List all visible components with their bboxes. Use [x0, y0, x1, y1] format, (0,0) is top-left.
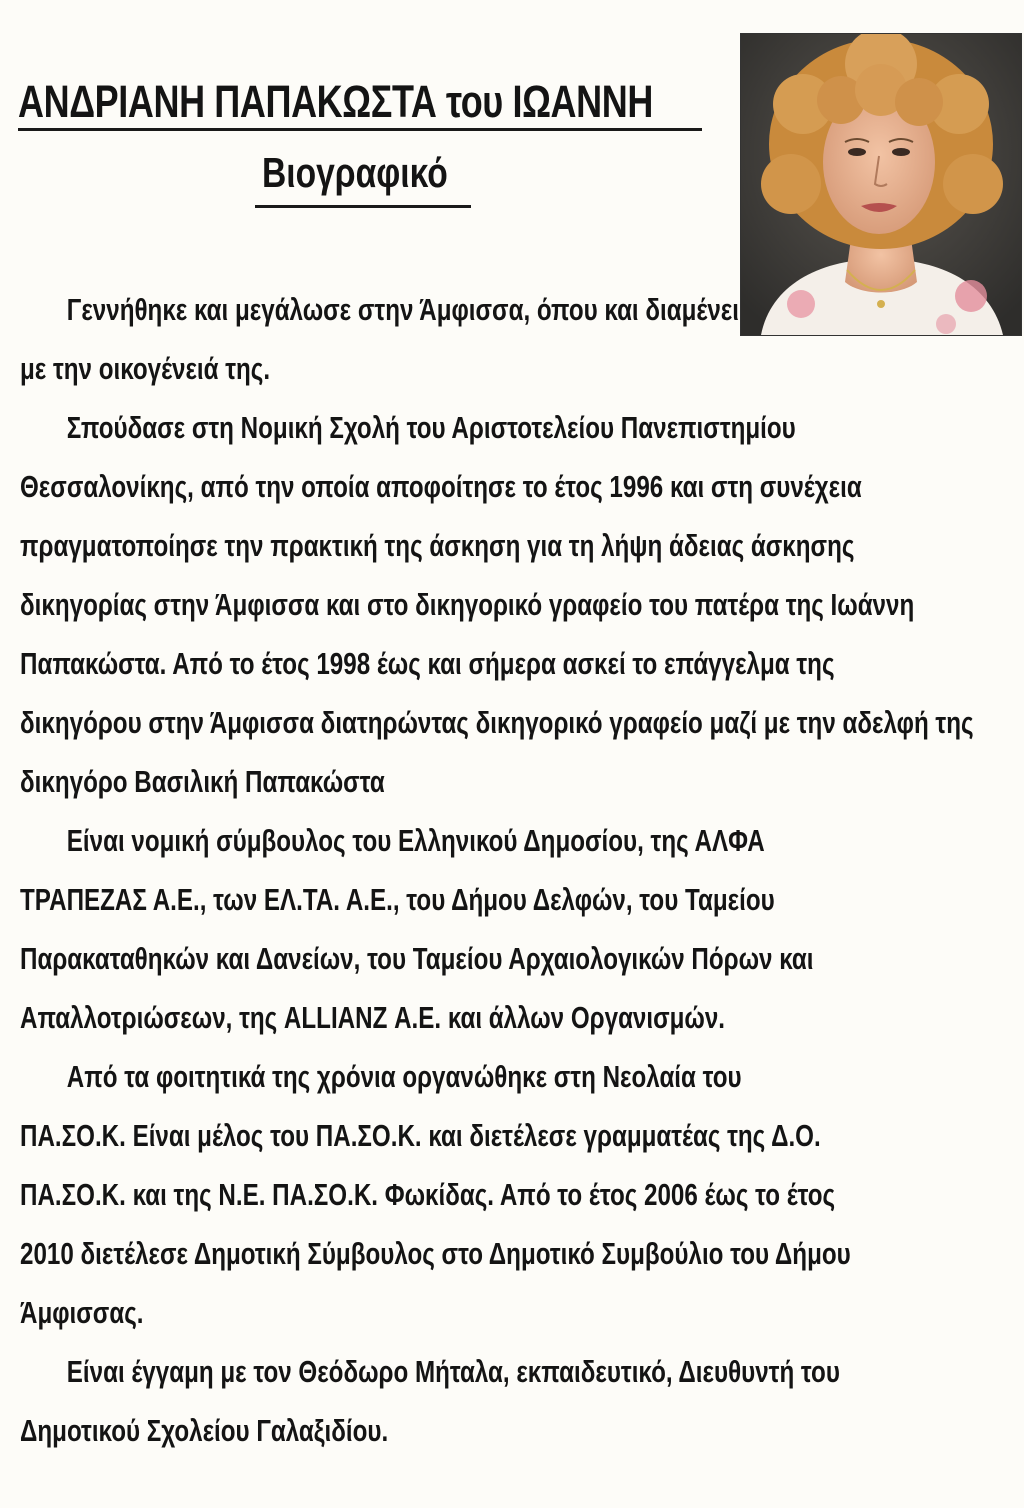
text-line: πραγματοποίησε την πρακτική της άσκηση για τη λήψη άδειας άσκησης — [20, 528, 855, 563]
text-line: δικηγόρου στην Άμφισσα διατηρώντας δικηγορικό γραφείο μαζί με την αδελφή της — [20, 705, 974, 740]
page-title: ΑΝΔΡΙΑΝΗ ΠΑΠΑΚΩΣΤΑ του ΙΩΑΝΝΗ — [18, 76, 653, 127]
page-subtitle: Βιογραφικό — [262, 149, 448, 196]
biography-text — [20, 280, 974, 1460]
text-line: Απαλλοτριώσεων, της ALLIANZ Α.Ε. και άλλων Οργανισμών. — [20, 1000, 726, 1035]
title-underline — [18, 128, 702, 131]
text-line: Δημοτικού Σχολείου Γαλαξιδίου. — [20, 1413, 389, 1448]
text-line: Θεσσαλονίκης, από την οποία αποφοίτησε το έτος 1996 και στη συνέχεια — [20, 469, 862, 504]
text-line: ΠΑ.ΣΟ.Κ. Είναι μέλος του ΠΑ.ΣΟ.Κ. και διετέλεσε γραμματέας της Δ.Ο. — [20, 1118, 821, 1153]
text-line: Γεννήθηκε και μεγάλωσε στην Άμφισσα, όπου και διαμένει — [66, 292, 739, 327]
text-line: Είναι έγγαμη με τον Θεόδωρο Μήταλα, εκπαιδευτικό, Διευθυντή του — [66, 1354, 840, 1389]
text-line: ΠΑ.ΣΟ.Κ. και της Ν.Ε. ΠΑ.ΣΟ.Κ. Φωκίδας. Από το έτος 2006 έως το έτος — [20, 1177, 836, 1212]
text-line: Είναι νομική σύμβουλος του Ελληνικού Δημοσίου, της ΑΛΦΑ — [66, 823, 765, 858]
subtitle-underline — [255, 205, 471, 208]
text-line: Παρακαταθηκών και Δανείων, του Ταμείου Αρχαιολογικών Πόρων και — [20, 941, 814, 976]
text-line: Παπακώστα. Από το έτος 1998 έως και σήμερα ασκεί το επάγγελμα της — [20, 646, 835, 681]
text-line: δικηγορίας στην Άμφισσα και στο δικηγορικό γραφείο του πατέρα της Ιωάννη — [20, 587, 915, 622]
text-line: Από τα φοιτητικά της χρόνια οργανώθηκε στη Νεολαία του — [66, 1059, 742, 1094]
text-line: δικηγόρο Βασιλική Παπακώστα — [20, 764, 385, 799]
text-line: Άμφισσας. — [20, 1295, 144, 1330]
text-line: Σπούδασε στη Νομική Σχολή του Αριστοτελείου Πανεπιστημίου — [66, 410, 796, 445]
text-line: 2010 διετέλεσε Δημοτική Σύμβουλος στο Δημοτικό Συμβούλιο του Δήμου — [20, 1236, 851, 1271]
text-line: με την οικογένειά της. — [20, 351, 271, 386]
text-line: ΤΡΑΠΕΖΑΣ Α.Ε., των ΕΛ.ΤΑ. Α.Ε., του Δήμου Δελφών, του Ταμείου — [20, 882, 775, 917]
